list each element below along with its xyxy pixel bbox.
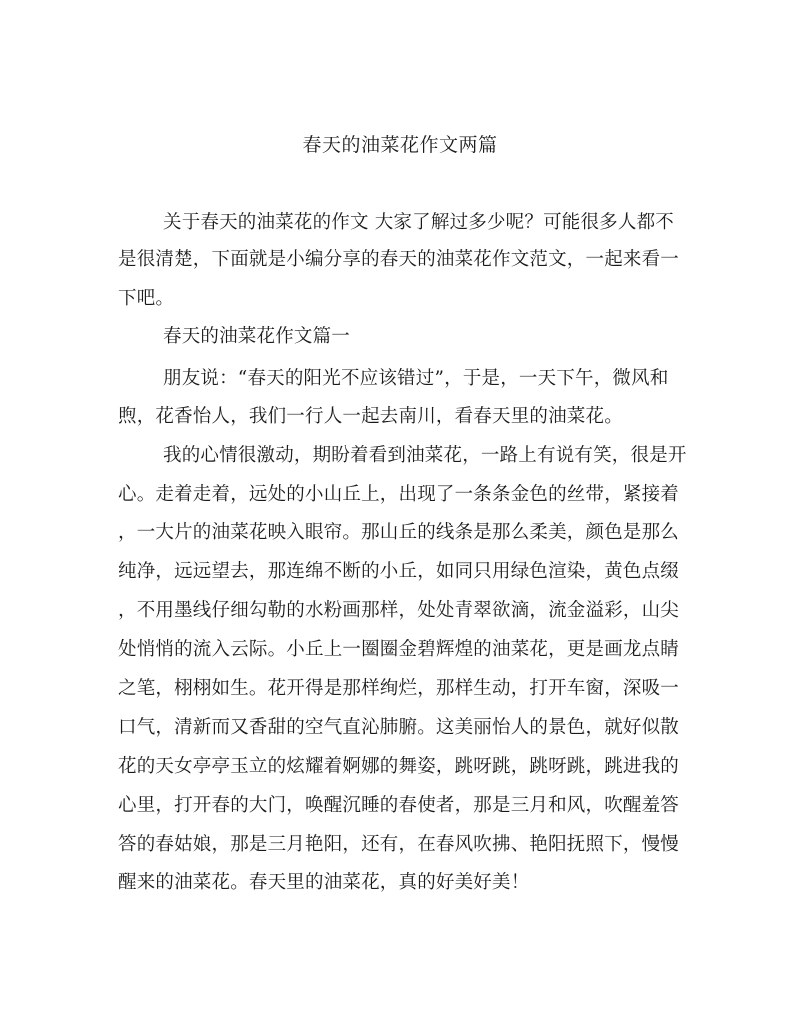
section-heading: 春天的油菜花作文篇一 [163, 326, 351, 347]
paragraph-line: 纯净，远远望去，那连绵不断的小丘，如同只用绿色渲染，黄色点缀 [118, 561, 680, 582]
document-title: 春天的油菜花作文两篇 [302, 134, 498, 156]
paragraph-line: 我的心情很激动，期盼着看到油菜花，一路上有说有笑，很是开 [163, 445, 687, 466]
paragraph-line: 下吧。 [118, 288, 175, 309]
paragraph-line: 之笔，栩栩如生。花开得是那样绚烂，那样生动，打开车窗，深吸一 [118, 678, 680, 699]
paragraph-line: ，不用墨线仔细勾勒的水粉画那样，处处青翠欲滴，流金溢彩，山尖 [118, 600, 680, 621]
paragraph-line: 煦，花香怡人，我们一行人一起去南川，看春天里的油菜花。 [118, 406, 623, 427]
paragraph-line: ，一大片的油菜花映入眼帘。那山丘的线条是那么柔美，颜色是那么 [118, 522, 680, 543]
paragraph-line: 关于春天的油菜花的作文 大家了解过多少呢？可能很多人都不 [163, 212, 674, 233]
paragraph-line: 口气，清新而又香甜的空气直沁肺腑。这美丽怡人的景色，就好似散 [118, 717, 680, 738]
paragraph-line: 朋友说：“春天的阳光不应该错过”，于是，一天下午，微风和 [163, 368, 669, 389]
paragraph-line: 花的天女亭亭玉立的炫耀着婀娜的舞姿，跳呀跳，跳呀跳，跳进我的 [118, 756, 680, 777]
paragraph-line: 心。走着走着，远处的小山丘上，出现了一条条金色的丝带，紧接着 [118, 484, 680, 505]
paragraph-line: 答的春姑娘，那是三月艳阳，还有，在春风吹拂、艳阳抚照下，慢慢 [118, 834, 680, 855]
paragraph-line: 心里，打开春的大门，唤醒沉睡的春使者，那是三月和风，吹醒羞答 [118, 795, 680, 816]
paragraph-line: 处悄悄的流入云际。小丘上一圈圈金碧辉煌的油菜花，更是画龙点睛 [118, 639, 680, 660]
paragraph-line: 是很清楚，下面就是小编分享的春天的油菜花作文范文，一起来看一 [118, 249, 680, 270]
paragraph-line: 醒来的油菜花。春天里的油菜花，真的好美好美！ [118, 872, 530, 893]
